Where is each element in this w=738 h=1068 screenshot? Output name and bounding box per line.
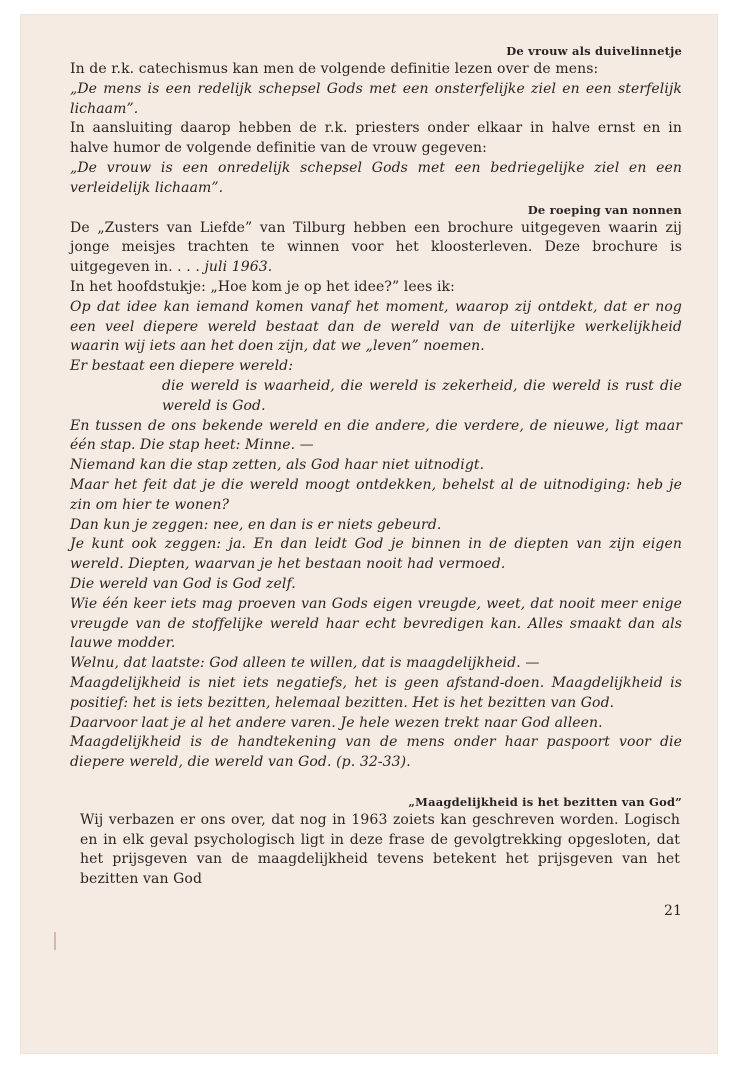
quote-line: Maar het feit dat je die wereld moogt ontdekken, behelst al de uitnodiging: heb je zin om hier te wonen? — [70, 476, 682, 513]
quote-indented: die wereld is waarheid, die wereld is zekerheid, die wereld is rust die wereld is God. — [162, 377, 682, 414]
section-heading: De roeping van nonnen — [527, 202, 682, 217]
publication-date: juli 1963. — [204, 259, 273, 276]
quote-line: Maagdelijkheid is niet iets negatiefs, het is geen afstand-doen. Maagdelijkheid is positief: het is iets bezitten, helemaal bezitten. Het is het bezitten van God. — [70, 674, 682, 711]
quote-line: Dan kun je zeggen: nee, en dan is er niets gebeurd. — [70, 516, 442, 533]
quote-line: Er bestaat een diepere wereld: — [70, 358, 294, 375]
paragraph-text: De „Zusters van Liefde” van Tilburg hebben een brochure uitgegeven waarin zij jonge meisjes trachten te winnen voor het kloosterleven. Deze brochure is uitgegeven in. . . . — [70, 219, 682, 276]
section-heading: „Maagdelijkheid is het bezitten van God” — [408, 794, 682, 809]
margin-mark — [54, 932, 56, 950]
section-heading: De vrouw als duivelinnetje — [506, 44, 682, 58]
page-content — [70, 40, 682, 922]
paragraph: In de r.k. catechismus kan men de volgende definitie lezen over de mens: — [70, 61, 599, 77]
quote-line: Die wereld van God is God zelf. — [70, 575, 296, 592]
paragraph — [70, 219, 682, 278]
quote-line: Daarvoor laat je al het andere varen. Je hele wezen trekt naar God alleen. — [70, 714, 603, 731]
quote-line: En tussen de ons bekende wereld en die andere, die verdere, de nieuwe, ligt maar één stap. Die stap heet: Minne. — — [70, 417, 682, 454]
quote-line: Welnu, dat laatste: God alleen te willen, dat is maagdelijkheid. — — [70, 655, 540, 672]
quote-line: Je kunt ook zeggen: ja. En dan leidt God je binnen in de diepten van zijn eigen wereld. Diepten, waarvan je het bestaan nooit had vermoed. — [70, 536, 682, 573]
quote-line: Wie één keer iets mag proeven van Gods eigen vreugde, weet, dat nooit meer enige vreugde van de stoffelijke wereld haar echt bevredigen kan. Alles smaakt dan als lauwe modder. — [70, 595, 682, 652]
quote: „De vrouw is een onredelijk schepsel Gods met een bedriegelijke ziel en een verleidelijk lichaam”. — [70, 159, 682, 196]
spacer — [70, 773, 682, 791]
page-number: 21 — [663, 903, 682, 920]
paragraph: Wij verbazen er ons over, dat nog in 1963 zoiets kan geschreven worden. Logisch en in elk geval psychologisch ligt in deze frase de gevolgtrekking opgesloten, dat het prijsgeven van de maagdelijkheid tevens betekent het prijsgeven van het bezitten van God — [80, 811, 680, 888]
quote-line: Maagdelijkheid is de handtekening van de mens onder haar paspoort voor die diepere wereld, die wereld van God. (p. 32-33). — [70, 734, 682, 771]
paragraph: In het hoofdstukje: „Hoe kom je op het idee?” lees ik: — [70, 278, 455, 295]
quote-line: Niemand kan die stap zetten, als God haar niet uitnodigt. — [70, 457, 485, 474]
quote-line: Op dat idee kan iemand komen vanaf het moment, waarop zij ontdekt, dat er nog een veel diepere wereld bestaat dan de wereld van de uiterlijke werkelijkheid waarin wij iets aan het doen zijn, dat we „leven” noemen. — [70, 298, 682, 355]
paragraph: In aansluiting daarop hebben de r.k. priesters onder elkaar in halve ernst en in halve humor de volgende definitie van de vrouw gegeven: — [70, 120, 682, 157]
quote: „De mens is een redelijk schepsel Gods met een onsterfelijke ziel en een sterfelijk lichaam”. — [70, 80, 682, 117]
